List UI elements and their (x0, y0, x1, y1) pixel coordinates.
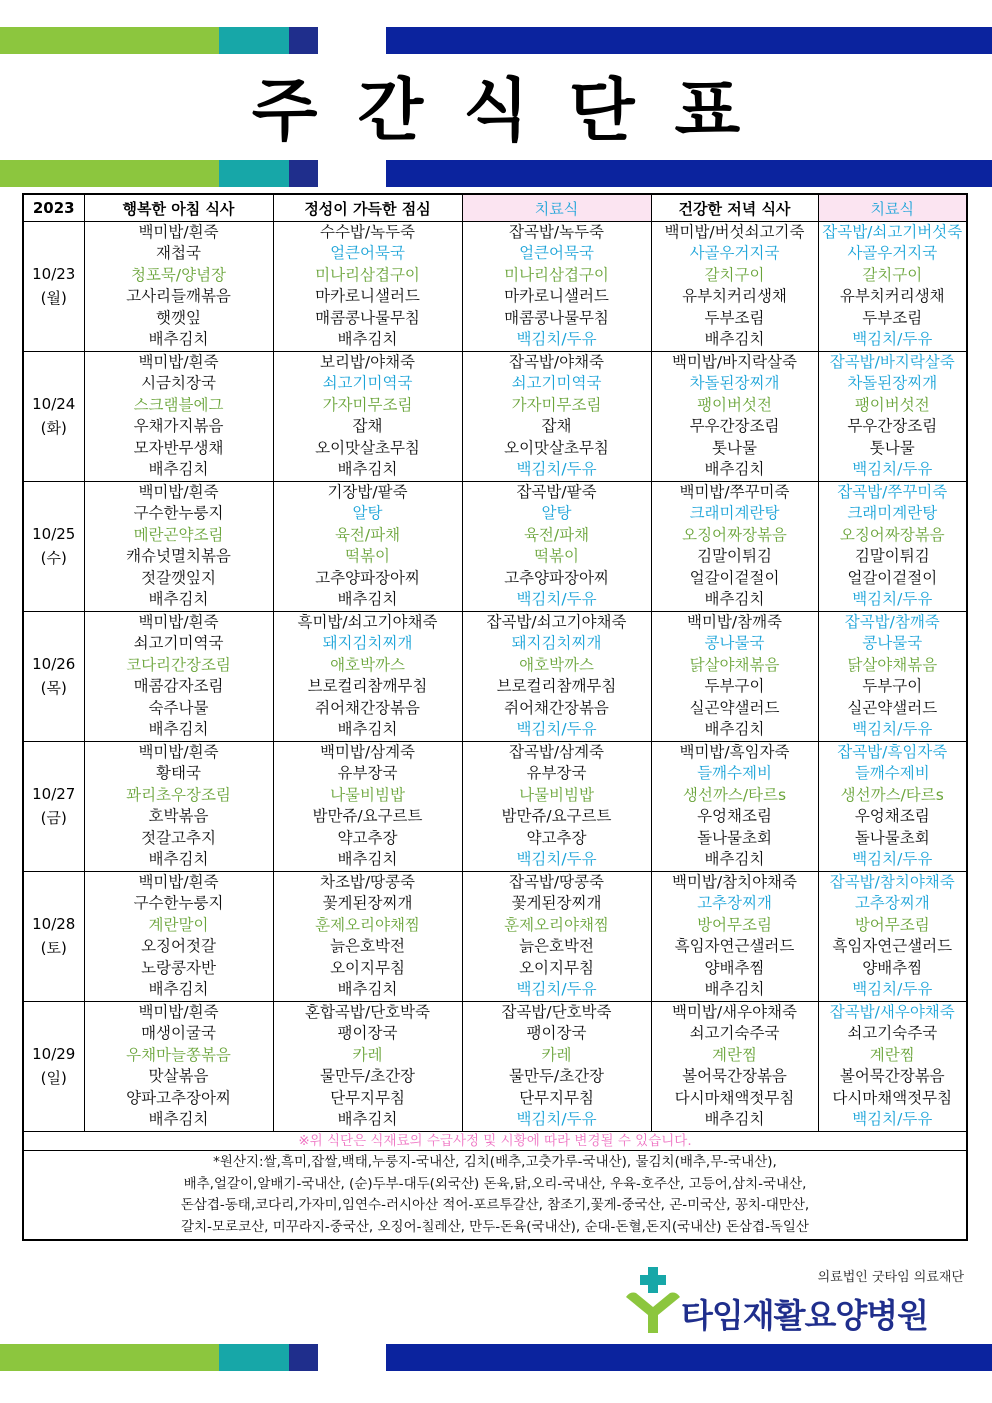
lunch-therapy-cell (462, 872, 651, 1002)
menu-item: 잡곡밥/새우야채죽 (829, 1003, 955, 1021)
menu-item: 배추김치 (337, 329, 398, 348)
menu-item: 스크램블에그 (133, 395, 224, 414)
date-cell (23, 482, 84, 612)
menu-item: 보리밥/야채죽 (319, 353, 416, 371)
lunch-header: 정성이 가득한 점심 (273, 194, 462, 222)
menu-item: 배추김치 (337, 979, 398, 998)
menu-item: 백김치/두유 (516, 719, 597, 738)
menu-item: 볼어묵간장볶음 (839, 1067, 945, 1086)
menu-item: 백미밥/흰죽 (138, 743, 219, 761)
menu-item: 잡곡밥/땅콩죽 (508, 873, 605, 891)
day-row (23, 742, 967, 872)
menu-item: 햇깻잎 (156, 308, 201, 327)
date-label: 10/26 (32, 655, 76, 673)
menu-item: 잡곡밥/참깨죽 (844, 613, 940, 631)
menu-item: 돼지김치찌개 (511, 634, 602, 653)
menu-item: 실곤약샐러드 (689, 698, 780, 717)
lunch-cell (273, 1002, 462, 1132)
menu-item: 갈치구이 (704, 265, 765, 284)
menu-item: 톳나물 (869, 438, 915, 457)
lunch-cell (273, 352, 462, 482)
menu-item: 백미밥/버섯쇠고기죽 (664, 223, 805, 241)
menu-item: 백미밥/흑임자죽 (679, 743, 790, 761)
breakfast-header: 행복한 아침 식사 (84, 194, 273, 222)
menu-item: 청포묵/양념장 (130, 265, 227, 284)
menu-item: 매콤감자조림 (133, 677, 224, 696)
menu-item: 양파고추장아찌 (126, 1088, 231, 1107)
menu-item: 두부구이 (862, 677, 923, 696)
menu-item: 물만두/초간장 (508, 1067, 605, 1086)
date-label: 10/23 (32, 265, 76, 283)
menu-item: 백김치/두유 (852, 849, 933, 868)
menu-item: 배추김치 (337, 1109, 398, 1128)
date-label: 10/29 (32, 1045, 76, 1063)
menu-item: 들깨수제비 (854, 764, 930, 783)
menu-item: 우엉채조림 (697, 807, 772, 826)
menu-item: 얼큰어묵국 (519, 244, 594, 263)
menu-item: 밤만쥬/요구르트 (312, 807, 423, 826)
menu-item: 젓갈고추지 (141, 828, 216, 847)
menu-item: 무우간장조림 (847, 417, 938, 436)
menu-item: 카레 (352, 1045, 383, 1064)
menu-item: 육전/파채 (523, 525, 590, 544)
menu-item: 매콤콩나물무침 (504, 308, 609, 327)
menu-item: 배추김치 (704, 329, 765, 348)
menu-item: 백미밥/흰죽 (138, 613, 219, 631)
menu-item: 백김치/두유 (852, 459, 933, 478)
menu-item: 마카로니샐러드 (315, 287, 420, 306)
menu-item: 백김치/두유 (516, 589, 597, 608)
menu-item: 잡곡밥/팥죽 (516, 483, 597, 501)
menu-item: 브로컬리참깨무침 (496, 677, 617, 696)
menu-item: 배추김치 (704, 589, 765, 608)
menu-item: 시금치장국 (141, 374, 216, 393)
date-cell (23, 352, 84, 482)
menu-item: 흑임자연근샐러드 (674, 937, 795, 956)
day-row (23, 612, 967, 742)
menu-item: 늙은호박전 (330, 937, 405, 956)
menu-item: 백김치/두유 (516, 1109, 597, 1128)
menu-item: 꽈리초우장조림 (126, 785, 231, 804)
day-row (23, 352, 967, 482)
menu-item: 배추김치 (337, 459, 398, 478)
menu-item: 얼갈이겉절이 (847, 568, 938, 587)
menu-item: 맛살볶음 (148, 1067, 209, 1086)
menu-item: 미나리삼겹구이 (315, 265, 420, 284)
origin-line: 갈치-모로코산, 미꾸라지-중국산, 오징어-칠레산, 만두-돈육(국내산), 순대-돈혈,돈지(국내산) 돈삼겹-독일산 (181, 1218, 809, 1235)
menu-item: 닭살야채볶음 (847, 655, 938, 674)
menu-item: 우채가지볶음 (133, 417, 224, 436)
menu-item: 구수한누룽지 (133, 504, 224, 523)
menu-item: 무우간장조림 (689, 417, 780, 436)
menu-item: 물만두/초간장 (319, 1067, 416, 1086)
menu-item: 단무지무침 (519, 1088, 594, 1107)
menu-item: 훈제오리야채찜 (504, 915, 609, 934)
dinner-cell (651, 742, 818, 872)
breakfast-cell (84, 222, 273, 352)
lunch-cell (273, 222, 462, 352)
menu-item: 차조밥/땅콩죽 (319, 873, 416, 891)
menu-item: 황태국 (156, 764, 201, 783)
date-cell (23, 612, 84, 742)
date-label: 10/27 (32, 785, 76, 803)
menu-item: 볼어묵간장볶음 (682, 1067, 787, 1086)
menu-item: 오이지무침 (519, 958, 594, 977)
dinner-cell (651, 612, 818, 742)
menu-item: 유부치커리생채 (839, 287, 945, 306)
menu-item: 돌나물초회 (697, 828, 772, 847)
menu-item: 오이맛살초무침 (504, 438, 609, 457)
menu-item: 백미밥/쭈꾸미죽 (679, 483, 790, 501)
menu-item: 팽이장국 (526, 1024, 587, 1043)
menu-item: 우엉채조림 (854, 807, 930, 826)
menu-item: 사골우거지국 (689, 244, 780, 263)
year-header: 2023 (23, 194, 84, 222)
menu-item: 계란찜 (712, 1045, 757, 1064)
title-underline-stripe (0, 160, 992, 187)
menu-item: 떡볶이 (345, 547, 390, 566)
menu-item: 두부조림 (704, 308, 765, 327)
menu-item: 두부구이 (704, 677, 765, 696)
menu-item: 김말이튀김 (854, 547, 930, 566)
menu-item: 백김치/두유 (516, 329, 597, 348)
date-cell (23, 222, 84, 352)
date-label: 10/25 (32, 525, 76, 543)
menu-item: 양배추찜 (862, 958, 923, 977)
dinner-therapy-cell (818, 352, 967, 482)
menu-item: 팽이버섯전 (697, 395, 772, 414)
menu-item: 고추양파장아찌 (315, 568, 420, 587)
dinner-therapy-cell (818, 612, 967, 742)
menu-item: 단무지무침 (330, 1088, 405, 1107)
menu-item: 꽃게된장찌개 (322, 894, 413, 913)
menu-item: 오징어짜장볶음 (682, 525, 787, 544)
menu-item: 백김치/두유 (852, 979, 933, 998)
bottom-color-stripe (0, 1344, 992, 1371)
menu-item: 카레 (541, 1045, 572, 1064)
menu-item: 유부장국 (526, 764, 587, 783)
dinner-header: 건강한 저녁 식사 (651, 194, 818, 222)
menu-item: 잡곡밥/흑임자죽 (837, 743, 948, 761)
menu-item: 방어무조림 (697, 915, 772, 934)
menu-item: 생선까스/타르s (682, 785, 787, 804)
menu-item: 잡곡밥/쇠고기야채죽 (486, 613, 627, 631)
dinner-cell (651, 222, 818, 352)
menu-item: 백미밥/흰죽 (138, 223, 219, 241)
menu-item: 유부장국 (337, 764, 398, 783)
breakfast-cell (84, 482, 273, 612)
breakfast-cell (84, 742, 273, 872)
menu-item: 육전/파채 (334, 525, 401, 544)
menu-item: 잡곡밥/녹두죽 (508, 223, 605, 241)
weekday-label: (화) (40, 419, 67, 437)
menu-item: 유부치커리생채 (682, 287, 787, 306)
menu-item: 백미밥/참깨죽 (686, 613, 783, 631)
menu-item: 숙주나물 (148, 698, 209, 717)
menu-item: 백김치/두유 (852, 1109, 933, 1128)
menu-item: 노랑콩자반 (141, 958, 216, 977)
lunch-cell (273, 742, 462, 872)
origin-line: 돈삼겹-동태,코다리,가자미,임연수-러시아산 적어-포르투갈산, 참조기,꽃게-중국산, 곤-미국산, 꽁치-대만산, (180, 1197, 810, 1213)
menu-item: 백김치/두유 (852, 719, 933, 738)
menu-item: 크래미계란탕 (847, 504, 938, 523)
dinner-therapy-cell (818, 872, 967, 1002)
menu-item: 돌나물초회 (854, 828, 930, 847)
menu-item: 배추김치 (704, 719, 765, 738)
menu-item: 배추김치 (148, 979, 209, 998)
menu-item: 톳나물 (712, 438, 757, 457)
menu-item: 흑미밥/쇠고기야채죽 (297, 613, 438, 631)
menu-item: 백김치/두유 (852, 589, 933, 608)
lunch-therapy-cell (462, 742, 651, 872)
lunch-therapy-cell (462, 612, 651, 742)
menu-item: 잡곡밥/참치야채죽 (829, 873, 955, 891)
menu-item: 콩나물국 (862, 634, 923, 653)
menu-item: 갈치구이 (862, 265, 923, 284)
menu-item: 백김치/두유 (516, 849, 597, 868)
menu-item: 고사리들깨볶음 (126, 287, 231, 306)
menu-item: 꽃게된장찌개 (511, 894, 602, 913)
menu-item: 다시마채액젓무침 (674, 1088, 795, 1107)
dinner-therapy-cell (818, 1002, 967, 1132)
breakfast-cell (84, 1002, 273, 1132)
menu-item: 사골우거지국 (847, 244, 938, 263)
menu-item: 배추김치 (148, 329, 209, 348)
menu-item: 메란곤약조림 (133, 525, 224, 544)
dinner-therapy-header: 치료식 (818, 194, 967, 222)
menu-item: 두부조림 (862, 308, 923, 327)
weekday-label: (금) (40, 809, 67, 827)
menu-item: 잡곡밥/단호박죽 (501, 1003, 612, 1021)
menu-item: 호박볶음 (148, 807, 209, 826)
menu-item: 계란찜 (869, 1045, 915, 1064)
day-row (23, 482, 967, 612)
menu-item: 양배추찜 (704, 958, 765, 977)
date-label: 10/28 (32, 915, 76, 933)
menu-item: 잡채 (352, 417, 383, 436)
menu-item: 오징어짜장볶음 (839, 525, 945, 544)
menu-item: 쇠고기미역국 (133, 634, 224, 653)
menu-item: 모자반무생채 (133, 438, 224, 457)
organization-name: 의료법인 굿타임 의료재단 (817, 1270, 964, 1285)
weekday-label: (토) (40, 939, 67, 957)
menu-item: 방어무조림 (854, 915, 930, 934)
menu-item: 나물비빔밥 (519, 785, 594, 804)
menu-item: 혼합곡밥/단호박죽 (304, 1003, 430, 1021)
menu-item: 배추김치 (704, 979, 765, 998)
notice-text: ※위 식단은 식재료의 수급사정 및 시황에 따라 변경될 수 있습니다. (23, 1132, 967, 1151)
menu-item: 브로컬리참깨무침 (307, 677, 428, 696)
menu-item: 팽이버섯전 (854, 395, 930, 414)
lunch-cell (273, 482, 462, 612)
menu-item: 기장밥/팥죽 (327, 483, 408, 501)
date-cell (23, 742, 84, 872)
menu-item: 백미밥/새우야채죽 (671, 1003, 797, 1021)
menu-item: 미나리삼겹구이 (504, 265, 609, 284)
menu-item: 재첩국 (156, 244, 201, 263)
menu-item: 매콤콩나물무침 (315, 308, 420, 327)
lunch-therapy-cell (462, 222, 651, 352)
menu-item: 크래미계란탕 (689, 504, 780, 523)
day-row (23, 1002, 967, 1132)
menu-item: 팽이장국 (337, 1024, 398, 1043)
date-cell (23, 872, 84, 1002)
menu-item: 젓갈깻잎지 (141, 568, 216, 587)
menu-item: 백김치/두유 (852, 329, 933, 348)
menu-item: 오이지무침 (330, 958, 405, 977)
menu-item: 쥐어채간장볶음 (504, 698, 609, 717)
menu-item: 배추김치 (148, 459, 209, 478)
lunch-cell (273, 612, 462, 742)
weekday-label: (일) (40, 1069, 67, 1087)
top-color-stripe (0, 27, 992, 54)
day-row (23, 872, 967, 1002)
menu-item: 애호박까스 (330, 655, 405, 674)
menu-item: 다시마채액젓무침 (832, 1088, 953, 1107)
menu-item: 오이맛살초무침 (315, 438, 420, 457)
menu-item: 백미밥/흰죽 (138, 873, 219, 891)
menu-item: 코다리간장조림 (126, 655, 231, 674)
menu-item: 쇠고기숙주국 (689, 1024, 780, 1043)
menu-item: 실곤약샐러드 (847, 698, 938, 717)
menu-item: 고추장찌개 (854, 894, 930, 913)
menu-item: 나물비빔밥 (330, 785, 405, 804)
menu-item: 생선까스/타르s (840, 785, 944, 804)
menu-item: 배추김치 (148, 589, 209, 608)
menu-item: 흑임자연근샐러드 (832, 937, 953, 956)
menu-item: 쇠고기미역국 (511, 374, 602, 393)
dinner-therapy-cell (818, 222, 967, 352)
dinner-therapy-cell (818, 742, 967, 872)
dinner-cell (651, 872, 818, 1002)
lunch-therapy-cell (462, 482, 651, 612)
lunch-cell (273, 872, 462, 1002)
menu-item: 구수한누룽지 (133, 894, 224, 913)
dinner-cell (651, 482, 818, 612)
menu-item: 훈제오리야채찜 (315, 915, 420, 934)
menu-item: 배추김치 (148, 1109, 209, 1128)
menu-item: 잡곡밥/야채죽 (508, 353, 605, 371)
weekday-label: (월) (40, 289, 67, 307)
menu-item: 배추김치 (704, 849, 765, 868)
menu-item: 쇠고기미역국 (322, 374, 413, 393)
menu-item: 고추장찌개 (697, 894, 772, 913)
menu-item: 쇠고기숙주국 (847, 1024, 938, 1043)
menu-item: 애호박까스 (519, 655, 594, 674)
menu-item: 캐슈넛멸치볶음 (126, 547, 231, 566)
menu-item: 고추양파장아찌 (504, 568, 609, 587)
menu-item: 우채마늘쫑볶음 (126, 1045, 231, 1064)
weekday-label: (수) (40, 549, 67, 567)
menu-item: 배추김치 (337, 719, 398, 738)
menu-item: 마카로니샐러드 (504, 287, 609, 306)
menu-item: 배추김치 (148, 719, 209, 738)
dinner-therapy-cell (818, 482, 967, 612)
menu-item: 들깨수제비 (697, 764, 772, 783)
menu-item: 밤만쥬/요구르트 (501, 807, 612, 826)
origin-line: *원산지:쌀,흑미,잡쌀,백태,누룽지-국내산, 김치(배추,고춧가루-국내산), 물김치(배추,무-국내산), (213, 1154, 777, 1170)
menu-item: 배추김치 (148, 849, 209, 868)
date-label: 10/24 (32, 395, 76, 413)
menu-item: 백미밥/삼계죽 (319, 743, 416, 761)
weekly-menu-table (22, 193, 968, 1241)
date-cell (23, 1002, 84, 1132)
page-title: 주간식단표 (251, 72, 781, 151)
lunch-therapy-cell (462, 1002, 651, 1132)
menu-item: 가자미무조림 (322, 395, 413, 414)
menu-item: 수수밥/녹두죽 (319, 223, 416, 241)
menu-item: 김말이튀김 (697, 547, 772, 566)
menu-item: 약고추장 (526, 828, 587, 847)
menu-item: 배추김치 (337, 589, 398, 608)
hospital-name: 타임재활요양병원 (681, 1296, 929, 1335)
menu-item: 알탕 (352, 504, 383, 523)
origin-line: 배추,얼갈이,알배기-국내산, (순)두부-대두(외국산) 돈육,닭,오리-국내산, 우육-호주산, 고등어,삼치-국내산, (183, 1175, 807, 1192)
menu-item: 약고추장 (337, 828, 398, 847)
menu-item: 잡곡밥/삼계죽 (508, 743, 605, 761)
menu-item: 백미밥/흰죽 (138, 483, 219, 501)
dinner-cell (651, 352, 818, 482)
menu-item: 얼큰어묵국 (330, 244, 405, 263)
menu-item: 늙은호박전 (519, 937, 594, 956)
lunch-therapy-header: 치료식 (462, 194, 651, 222)
origin-row (23, 1151, 967, 1241)
dinner-cell (651, 1002, 818, 1132)
menu-item: 돼지김치찌개 (322, 634, 413, 653)
menu-item: 떡볶이 (534, 547, 579, 566)
origin-info (23, 1151, 967, 1241)
menu-item: 차돌된장찌개 (847, 374, 938, 393)
breakfast-cell (84, 612, 273, 742)
menu-item: 매생이굴국 (141, 1024, 216, 1043)
menu-item: 가자미무조림 (511, 395, 602, 414)
lunch-therapy-cell (462, 352, 651, 482)
menu-item: 백미밥/바지락살죽 (671, 353, 797, 371)
menu-item: 닭살야채볶음 (689, 655, 780, 674)
menu-item: 계란말이 (148, 915, 209, 934)
menu-item: 잡곡밥/바지락살죽 (829, 353, 955, 371)
menu-item: 배추김치 (704, 1109, 765, 1128)
menu-item: 백미밥/참치야채죽 (671, 873, 797, 891)
weekday-label: (목) (40, 679, 67, 697)
menu-item: 백미밥/흰죽 (138, 1003, 219, 1021)
menu-item: 잡채 (541, 417, 572, 436)
breakfast-cell (84, 352, 273, 482)
menu-item: 콩나물국 (704, 634, 765, 653)
menu-item: 잡곡밥/쇠고기버섯죽 (822, 223, 963, 241)
menu-item: 백김치/두유 (516, 979, 597, 998)
menu-item: 쥐어채간장볶음 (315, 698, 420, 717)
menu-item: 배추김치 (704, 459, 765, 478)
menu-item: 오징어젓갈 (141, 937, 216, 956)
menu-item: 얼갈이겉절이 (689, 568, 780, 587)
cross-person-icon (622, 1267, 684, 1335)
header-row (23, 194, 967, 222)
menu-item: 백김치/두유 (516, 459, 597, 478)
menu-item: 차돌된장찌개 (689, 374, 780, 393)
menu-item: 알탕 (541, 504, 572, 523)
day-row (23, 222, 967, 352)
menu-item: 백미밥/흰죽 (138, 353, 219, 371)
menu-item: 잡곡밥/쭈꾸미죽 (837, 483, 948, 501)
breakfast-cell (84, 872, 273, 1002)
notice-row (23, 1132, 967, 1151)
menu-item: 배추김치 (337, 849, 398, 868)
